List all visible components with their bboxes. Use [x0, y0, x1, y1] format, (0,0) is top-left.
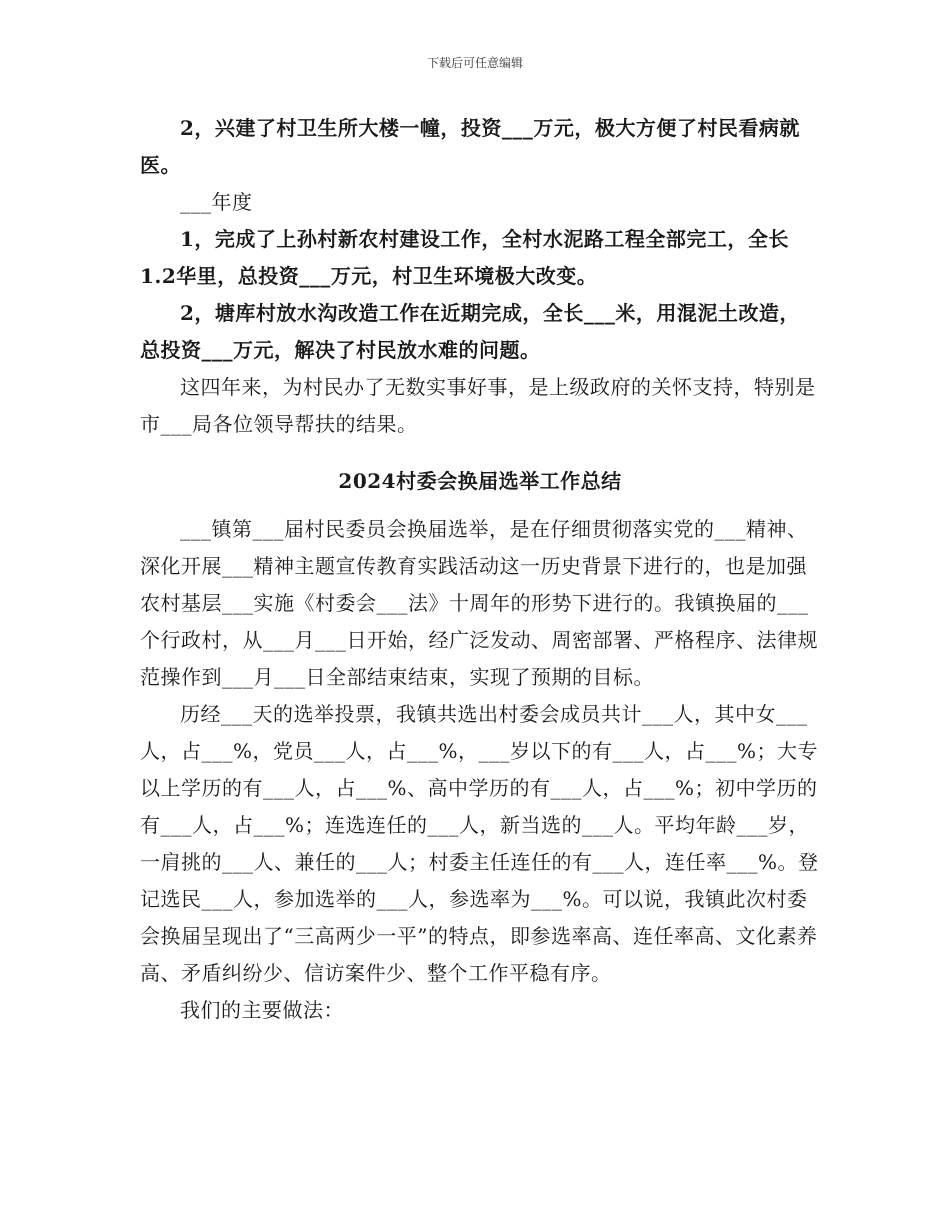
paragraph: 1，完成了上孙村新农村建设工作，全村水泥路工程全部完工，全长1.2华里，总投资___万元，村卫生环境极大改变。: [140, 227, 789, 288]
paragraph: 我们的主要做法：: [180, 998, 344, 1022]
paragraph: 历经___天的选举投票，我镇共选出村委会成员共计___人，其中女___人，占___%，党员___人，占___%，___岁以下的有___人，占___%；大专以上学历的有___人，占___%、高中学历的有___人，占___%；初中学历的有___人，占___%；连选连任的___人，新当选的___人。平均年龄___岁，一肩挑的___人、兼任的___人；村委主任连任的有___人，连任率___%。登记选民___人，参加选举的___人，参选率为___%。可以说，我镇此次村委会换届呈现出了“三高两少一平”的特点，即参选率高、连任率高、文化素养高、矛盾纠纷少、信访案件少、整个工作平稳有序。: [140, 702, 819, 985]
paragraph: 2，塘库村放水沟改造工作在近期完成，全长___米，用混泥土改造，总投资___万元，解决了村民放水难的问题。: [140, 301, 800, 362]
paragraph: 2，兴建了村卫生所大楼一幢，投资___万元，极大方便了村民看病就医。: [140, 116, 800, 177]
year-label: ___年度: [180, 190, 253, 214]
page-header: 下载后可任意编辑: [426, 56, 523, 70]
section-title: 2024村委会换届选举工作总结: [338, 469, 622, 493]
paragraph: ___镇第___届村民委员会换届选举，是在仔细贯彻落实党的___精神、深化开展___精神主题宣传教育实践活动这一历史背景下进行的，也是加强农村基层___实施《村委会___法》十周年的形势下进行的。我镇换届的___个行政村，从___月___日开始，经广泛发动、周密部署、严格程序、法律规范操作到___月___日全部结束结束，实现了预期的目标。: [140, 517, 818, 689]
paragraph: 这四年来，为村民办了无数实事好事，是上级政府的关怀支持，特别是市___局各位领导帮扶的结果。: [140, 375, 816, 436]
document-body: [140, 110, 820, 1029]
